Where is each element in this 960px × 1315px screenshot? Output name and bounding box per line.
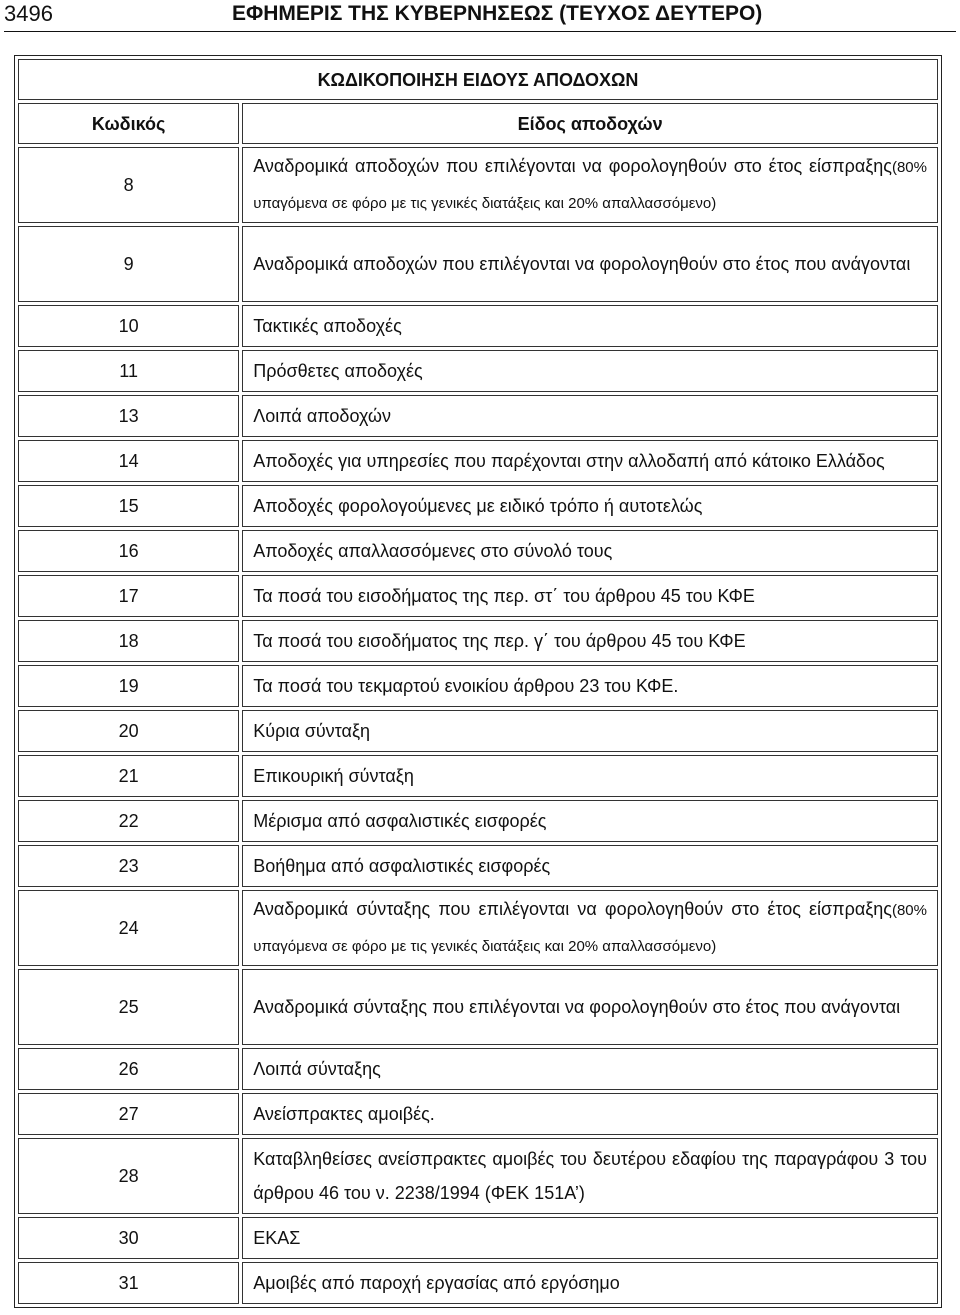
earnings-type-text: Λοιπά σύνταξης (253, 1059, 381, 1079)
code-cell: 25 (18, 969, 239, 1045)
earnings-type-text: Τα ποσά του εισοδήματος της περ. στ΄ του άρθρου 45 του ΚΦΕ (253, 586, 755, 606)
earnings-type-text: Τα ποσά του τεκμαρτού ενοικίου άρθρου 23 του ΚΦΕ. (253, 676, 679, 696)
table-row (18, 350, 938, 392)
code-cell: 16 (18, 530, 239, 572)
earnings-type-text: ΕΚΑΣ (253, 1228, 301, 1248)
earnings-type-cell (242, 665, 938, 707)
header-rule (4, 31, 956, 32)
table-row (18, 800, 938, 842)
earnings-type-text: Αμοιβές από παροχή εργασίας από εργόσημο (253, 1273, 620, 1293)
earnings-type-cell (242, 305, 938, 347)
table-row (18, 890, 938, 966)
code-cell: 13 (18, 395, 239, 437)
page-header (0, 0, 960, 32)
earnings-type-text: Καταβληθείσες ανείσπρακτες αμοιβές του δευτέρου εδαφίου της παραγράφου 3 του άρθρου 46 του ν. 2238/1994 (ΦΕΚ 151Α’) (253, 1149, 927, 1203)
table-row (18, 440, 938, 482)
table-row (18, 305, 938, 347)
earnings-type-cell (242, 755, 938, 797)
column-header-code: Κωδικός (18, 103, 239, 144)
code-cell: 27 (18, 1093, 239, 1135)
earnings-type-text: Αναδρομικά σύνταξης που επιλέγονται να φορολογηθούν στο έτος που ανάγονται (253, 997, 901, 1017)
code-cell: 26 (18, 1048, 239, 1090)
table-row (18, 485, 938, 527)
earnings-type-note: (80% υπαγόμενα σε φόρο με τις γενικές διατάξεις και 20% απαλλασσόμενο) (253, 159, 927, 212)
earnings-type-text: Ανείσπρακτες αμοιβές. (253, 1104, 435, 1124)
earnings-type-cell (242, 710, 938, 752)
code-cell: 18 (18, 620, 239, 662)
code-cell: 21 (18, 755, 239, 797)
table-row (18, 755, 938, 797)
earnings-type-text: Αποδοχές για υπηρεσίες που παρέχονται στην αλλοδαπή από κάτοικο Ελλάδος (253, 451, 885, 471)
code-cell: 30 (18, 1217, 239, 1259)
table-row (18, 969, 938, 1045)
code-cell: 15 (18, 485, 239, 527)
code-cell: 19 (18, 665, 239, 707)
earnings-type-text: Επικουρική σύνταξη (253, 766, 414, 786)
code-cell: 20 (18, 710, 239, 752)
table-row (18, 226, 938, 302)
code-cell: 9 (18, 226, 239, 302)
table-row (18, 620, 938, 662)
table-row (18, 845, 938, 887)
earnings-type-cell (242, 1048, 938, 1090)
table-row (18, 710, 938, 752)
table-row (18, 147, 938, 223)
earnings-type-text: Τα ποσά του εισοδήματος της περ. γ΄ του άρθρου 45 του ΚΦΕ (253, 631, 746, 651)
code-cell: 14 (18, 440, 239, 482)
table-row (18, 395, 938, 437)
earnings-type-cell (242, 147, 938, 223)
earnings-type-cell (242, 845, 938, 887)
earnings-type-text: Αποδοχές φορολογούμενες με ειδικό τρόπο ή αυτοτελώς (253, 496, 703, 516)
table-row (18, 1262, 938, 1304)
gazette-title: ΕΦΗΜΕΡΙΣ ΤΗΣ ΚΥΒΕΡΝΗΣΕΩΣ (ΤΕΥΧΟΣ ΔΕΥΤΕΡΟ) (232, 2, 763, 25)
code-cell: 17 (18, 575, 239, 617)
earnings-type-cell (242, 890, 938, 966)
earnings-type-cell (242, 800, 938, 842)
table-row (18, 575, 938, 617)
earnings-type-cell (242, 969, 938, 1045)
table-row (18, 530, 938, 572)
code-cell: 10 (18, 305, 239, 347)
column-header-type: Είδος αποδοχών (242, 103, 938, 144)
table-title-row (18, 59, 938, 100)
table-row (18, 1217, 938, 1259)
code-cell: 23 (18, 845, 239, 887)
table-title: ΚΩΔΙΚΟΠΟΙΗΣΗ ΕΙΔΟΥΣ ΑΠΟΔΟΧΩΝ (18, 59, 938, 100)
earnings-type-cell (242, 485, 938, 527)
earnings-type-text: Τακτικές αποδοχές (253, 316, 402, 336)
code-cell: 28 (18, 1138, 239, 1214)
earnings-type-note: (80% υπαγόμενα σε φόρο με τις γενικές διατάξεις και 20% απαλλασσόμενο) (253, 902, 927, 955)
code-cell: 8 (18, 147, 239, 223)
earnings-type-cell (242, 620, 938, 662)
table-row (18, 1093, 938, 1135)
earnings-type-cell (242, 530, 938, 572)
earnings-code-table (14, 55, 942, 1308)
earnings-type-text: Μέρισμα από ασφαλιστικές εισφορές (253, 811, 547, 831)
table-row (18, 1138, 938, 1214)
earnings-type-text: Αναδρομικά σύνταξης που επιλέγονται να φορολογηθούν στο έτος είσπραξης (253, 899, 892, 919)
table-header-row (18, 103, 938, 144)
earnings-type-cell (242, 1093, 938, 1135)
earnings-type-cell (242, 1217, 938, 1259)
earnings-type-cell (242, 226, 938, 302)
code-cell: 24 (18, 890, 239, 966)
earnings-type-cell (242, 440, 938, 482)
earnings-type-cell (242, 1262, 938, 1304)
earnings-type-cell (242, 350, 938, 392)
earnings-type-text: Πρόσθετες αποδοχές (253, 361, 423, 381)
earnings-type-cell (242, 575, 938, 617)
table-row (18, 1048, 938, 1090)
code-cell: 22 (18, 800, 239, 842)
earnings-type-text: Αποδοχές απαλλασσόμενες στο σύνολό τους (253, 541, 613, 561)
table-row (18, 665, 938, 707)
code-cell: 31 (18, 1262, 239, 1304)
earnings-type-text: Λοιπά αποδοχών (253, 406, 391, 426)
earnings-type-cell (242, 395, 938, 437)
code-cell: 11 (18, 350, 239, 392)
page-number: 3496 (4, 1, 53, 26)
earnings-type-text: Κύρια σύνταξη (253, 721, 371, 741)
earnings-type-text: Αναδρομικά αποδοχών που επιλέγονται να φορολογηθούν στο έτος είσπραξης (253, 156, 892, 176)
earnings-type-cell (242, 1138, 938, 1214)
earnings-type-text: Αναδρομικά αποδοχών που επιλέγονται να φορολογηθούν στο έτος που ανάγονται (253, 254, 911, 274)
earnings-type-text: Βοήθημα από ασφαλιστικές εισφορές (253, 856, 551, 876)
